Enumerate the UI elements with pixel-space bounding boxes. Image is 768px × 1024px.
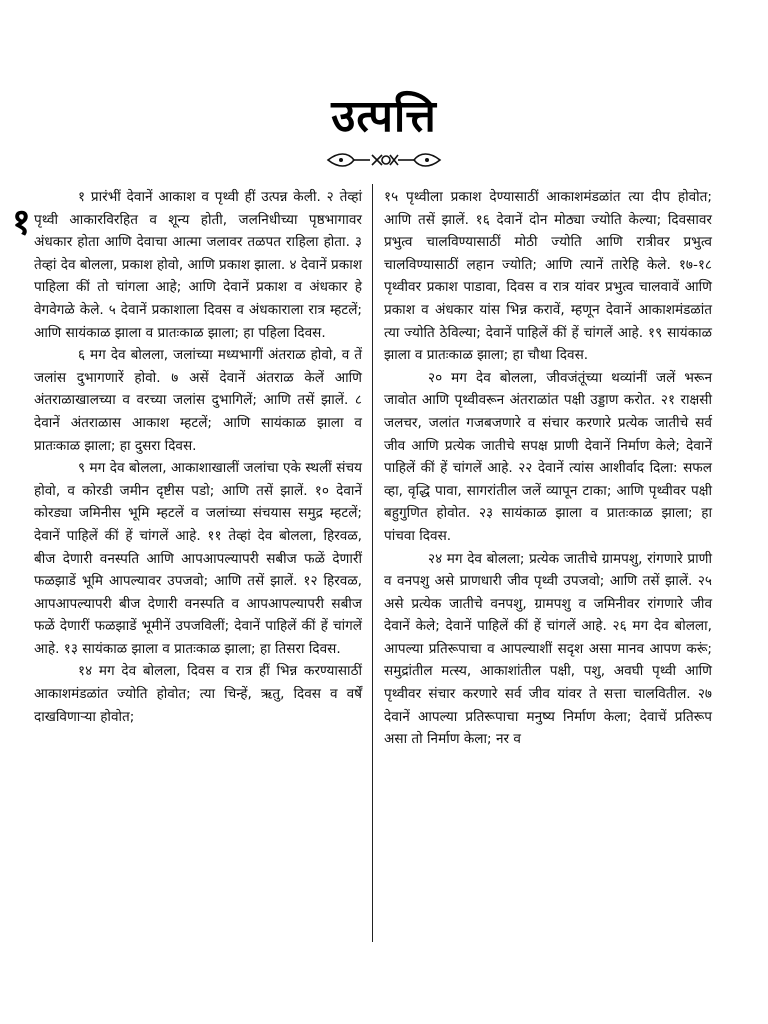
paragraph: २० मग देव बोलला, जीवजंतूंच्या थव्यांनीं जलें भरून जावोत आणि पृथ्वीवरून अंतराळांत पक्षी उड्डाण करोत. २१ राक्षसी जलचर, जलांत गजबजणारे व संचार करणारे प्रत्येक जातीचे सर्व जीव आणि प्रत्येक जातीचे सपक्ष प्राणी देवानें निर्माण केले; देवानें पाहिलें कीं हें चांगलें आहे. २२ देवानें त्यांस आशीर्वाद दिला: सफल व्हा, वृद्धि पावा, सागरांतील जलें व्यापून टाका; आणि पृथ्वीवर पक्षी बहुगुणित होवोत. २३ सायंकाळ झाला व प्रातःकाळ झाला; हा पांचवा दिवस. (384, 369, 712, 544)
paragraph: १४ मग देव बोलला, दिवस व रात्र हीं भिन्न करण्यासाठीं आकाशमंडळांत ज्योति होवोत; त्या चिन्हें, ऋतु, दिवस व वर्षें दाखविणाऱ्या होवोत; (34, 663, 362, 725)
paragraph: १५ पृथ्वीला प्रकाश देण्यासाठीं आकाशमंडळांत त्या दीप होवोत; आणि तसें झालें. १६ देवानें दोन मोठ्या ज्योति केल्या; दिवसावर प्रभुत्व चालविण्यासाठीं मोठी ज्योति आणि रात्रीवर प्रभुत्व चालविण्यासाठीं लहान ज्योति; आणि त्यानें तारेहि केले. १७-१८ पृथ्वीवर प्रकाश पाडावा, दिवस व रात्र यांवर प्रभुत्व चालवावें आणि प्रकाश व अंधकार यांस भिन्न करावें, म्हणून देवानें आकाशमंडळांत त्या ज्योति ठेविल्या; देवानें पाहिलें कीं हें चांगलें आहे. १९ सायंकाळ झाला व प्रातःकाळ झाला; हा चौथा दिवस. (384, 189, 712, 364)
page-title: उत्पत्ति (331, 91, 437, 142)
chapter-number: १ (12, 201, 31, 243)
column-divider (372, 184, 373, 942)
paragraph: १ प्रारंभीं देवानें आकाश व पृथ्वी हीं उत्पन्न केली. २ तेव्हां पृथ्वी आकारविरहित व शून्य होती, जलनिधीच्या पृष्ठभागावर अंधकार होता आणि देवाचा आत्मा जलावर तळपत राहिला होता. ३ तेव्हां देव बोलला, प्रकाश होवो, आणि प्रकाश झाला. ४ देवानें प्रकाश पाहिला कीं तो चांगला आहे; आणि देवानें प्रकाश व अंधकार हे वेगवेगळे केले. ५ देवानें प्रकाशाला दिवस व अंधकाराला रात्र म्हटलें; आणि सायंकाळ झाला व प्रातःकाळ झाला; हा पहिला दिवस. (34, 189, 362, 341)
paragraph: २४ मग देव बोलला; प्रत्येक जातीचे ग्रामपशु, रांगणारे प्राणी व वनपशु असे प्राणधारी जीव पृथ्वी उपजवो; आणि तसें झालें. २५ असे प्रत्येक जातीचे वनपशु, ग्रामपशु व जमिनीवर रांगणारे जीव देवानें केले; देवानें पाहिलें कीं हें चांगलें आहे. २६ मग देव बोलला, आपल्या प्रतिरूपाचा व आपल्याशीं सदृश असा मानव आपण करूं; समुद्रांतील मत्स्य, आकाशांतील पक्षी, पशु, अवघी पृथ्वी आणि पृथ्वीवर संचार करणारे सर्व जीव यांवर ते सत्ता चालवितील. २७ देवानें आपल्या प्रतिरूपाचा मनुष्य निर्माण केला; देवाचें प्रतिरूप असा तो निर्माण केला; नर व (384, 550, 712, 748)
left-column (12, 186, 362, 728)
right-column (384, 186, 712, 751)
paragraph: ९ मग देव बोलला, आकाशाखालीं जलांचा एके स्थलीं संचय होवो, व कोरडी जमीन दृष्टीस पडो; आणि तसें झालें. १० देवानें कोरड्या जमिनीस भूमि म्हटलें व जलांच्या संचयास समुद्र म्हटलें; देवानें पाहिलें कीं हें चांगलें आहे. ११ तेव्हां देव बोलला, हिरवळ, बीज देणारी वनस्पति आणि आपआपल्यापरी सबीज फळें देणारीं फळझाडें भूमि आपल्यावर उपजवो; आणि तसें झालें. १२ हिरवळ, आपआपल्यापरी बीज देणारी वनस्पति व आपआपल्यापरी सबीज फळें देणारीं फळझाडें भूमीनें उपजविलीं; देवानें पाहिलें कीं हें चांगलें आहे. १३ सायंकाळ झाला व प्रातःकाळ झाला; हा तिसरा दिवस. (34, 460, 362, 657)
paragraph: ६ मग देव बोलला, जलांच्या मध्यभागीं अंतराळ होवो, व तें जलांस दुभागणारें होवो. ७ असें देवानें अंतराळ केलें आणि अंतराळाखालच्या व वरच्या जलांस दुभागिलें; आणि तसें झालें. ८ देवानें अंतराळास आकाश म्हटलें; आणि सायंकाळ झाला व प्रातःकाळ झाला; हा दुसरा दिवस. (34, 347, 362, 454)
ornament-divider-icon (324, 148, 444, 172)
